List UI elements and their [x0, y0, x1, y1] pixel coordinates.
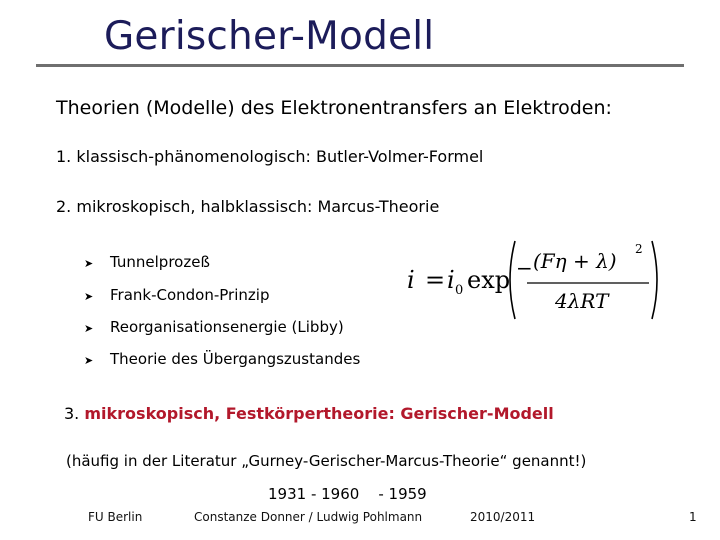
arrow-bullet-icon: ➤: [84, 322, 94, 335]
bullet-item: [84, 286, 269, 304]
theory-item-3: [64, 404, 554, 423]
bullet-item: [84, 253, 210, 271]
formula-i0: i: [447, 266, 455, 294]
page-number: 1: [689, 510, 697, 524]
arrow-bullet-icon: ➤: [84, 257, 94, 270]
bullet-text: Reorganisationsenergie (Libby): [110, 318, 344, 336]
title-divider: [36, 64, 684, 67]
footer-semester: 2010/2011: [470, 510, 536, 524]
bullet-item: [84, 318, 344, 336]
formula-left-paren: [510, 241, 515, 319]
bullet-text: Frank-Condon-Prinzip: [110, 286, 270, 304]
theory-item-3-number: 3.: [64, 404, 85, 423]
arrow-bullet-icon: ➤: [84, 290, 94, 303]
formula-equals: =: [425, 266, 446, 294]
years-text: 1931 - 1960 - 1959: [268, 485, 427, 503]
literature-note: (häufig in der Literatur „Gurney-Gerischer-Marcus-Theorie“ genannt!): [66, 452, 587, 470]
formula-minus: −: [516, 256, 533, 280]
slide-title: Gerischer-Modell: [104, 14, 435, 59]
formula-i0-sub: 0: [455, 283, 464, 298]
footer-authors: Constanze Donner / Ludwig Pohlmann: [194, 510, 423, 524]
theory-item-2: 2. mikroskopisch, halbklassisch: Marcus-Theorie: [56, 197, 440, 216]
formula-exp: exp: [467, 266, 511, 294]
formula-numerator-exponent: 2: [635, 242, 643, 256]
bullet-text: Tunnelprozeß: [110, 253, 210, 271]
footer-institution: FU Berlin: [88, 510, 143, 524]
bullet-item: [84, 350, 360, 368]
bullet-text: Theorie des Übergangszustandes: [110, 350, 361, 368]
formula-denominator: 4λRT: [555, 289, 609, 313]
formula-right-paren: [652, 241, 657, 319]
formula-lhs: i: [407, 266, 415, 294]
marcus-rate-formula: [405, 233, 675, 327]
theory-item-1: 1. klassisch-phänomenologisch: Butler-Volmer-Formel: [56, 147, 484, 166]
theory-item-3-highlight: mikroskopisch, Festkörpertheorie: Gerischer-Modell: [84, 404, 554, 423]
formula-numerator: (Fη + λ): [533, 249, 617, 273]
arrow-bullet-icon: ➤: [84, 354, 94, 367]
intro-text: Theorien (Modelle) des Elektronentransfers an Elektroden:: [56, 97, 612, 119]
